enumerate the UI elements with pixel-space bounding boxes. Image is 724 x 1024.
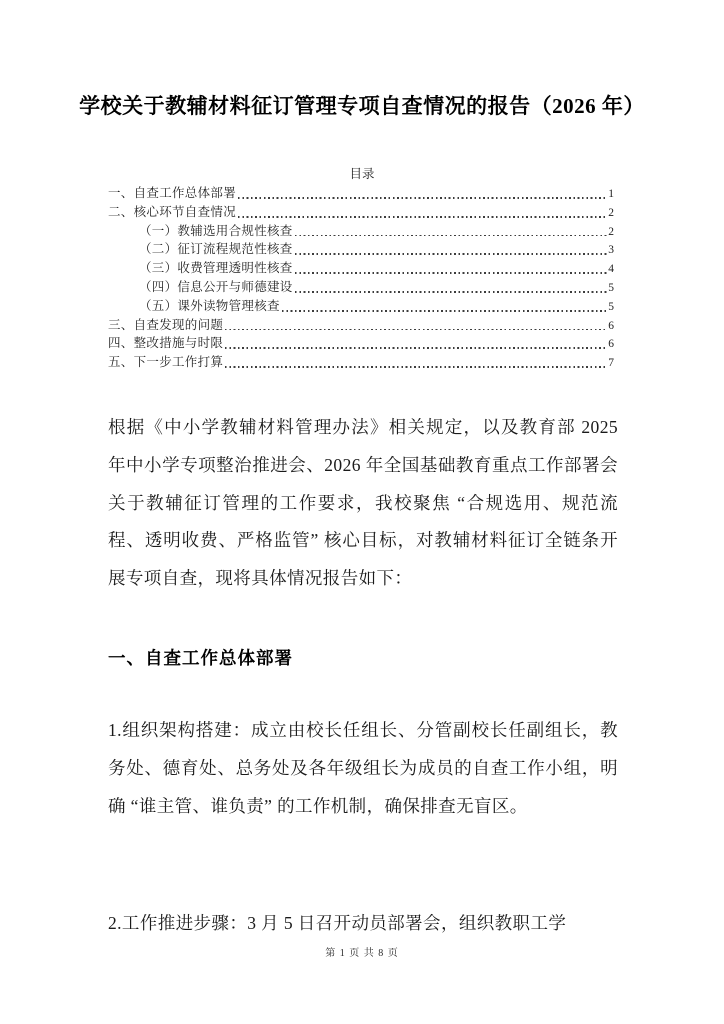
toc-entry[interactable]: [108, 259, 614, 278]
toc-entry-page: 1: [608, 188, 614, 200]
section-1-heading: 一、自查工作总体部署: [108, 648, 293, 668]
toc-entry[interactable]: [108, 334, 614, 353]
toc-entry-label: 五、下一步工作打算: [108, 355, 224, 370]
toc-entry[interactable]: [108, 353, 614, 372]
toc-entry[interactable]: [108, 240, 614, 259]
toc-entry[interactable]: [108, 203, 614, 222]
toc-entry-page: 2: [608, 225, 614, 238]
toc-entry-label: （二）征订流程规范性核查: [139, 242, 293, 257]
page-footer: 第 1 页 共 8 页: [325, 948, 399, 959]
toc-heading: 目录: [349, 167, 375, 181]
toc-entry-label: （三）收费管理透明性核查: [139, 261, 293, 276]
toc-entry[interactable]: [108, 316, 614, 335]
toc-dot-leader: [282, 310, 607, 312]
toc-entry-page: 5: [608, 300, 614, 313]
toc-entry-page: 4: [608, 263, 614, 276]
toc-dot-leader: [225, 347, 607, 349]
toc-dot-leader: [295, 291, 608, 293]
toc-dot-leader: [295, 272, 608, 274]
toc-dot-leader: [295, 235, 608, 237]
toc-dot-leader: [295, 253, 608, 255]
body-paragraph-1: 1.组织架构搭建：成立由校长任组长、分管副校长任副组长，教务处、德育处、总务处及各年级组长为成员的自查工作小组，明确 “谁主管、谁负责” 的工作机制，确保排查无盲区。: [108, 720, 618, 816]
toc-dot-leader: [225, 366, 607, 368]
toc-entry-label: 三、自查发现的问题: [108, 317, 224, 332]
toc-entry-page: 6: [608, 319, 614, 332]
toc-entry-label: （五）课外读物管理核查: [139, 298, 280, 313]
toc-entry-page: 3: [608, 244, 614, 257]
document-title: 学校关于教辅材料征订管理专项自查情况的报告（2026 年）: [79, 94, 645, 118]
toc-entry-label: （四）信息公开与师德建设: [139, 279, 293, 294]
toc-dot-leader: [238, 197, 607, 199]
toc-entry-label: 一、自查工作总体部署: [108, 186, 237, 200]
toc-entry[interactable]: [108, 222, 614, 241]
toc-entry-page: 6: [608, 338, 614, 351]
toc-entry[interactable]: [108, 184, 614, 203]
toc-entry-label: （一）教辅选用合规性核查: [139, 223, 293, 238]
table-of-contents: [108, 184, 614, 372]
intro-paragraph: 根据《中小学教辅材料管理办法》相关规定，以及教育部 2025 年中小学专项整治推进会、2026 年全国基础教育重点工作部署会关于教辅征订管理的工作要求，我校聚焦 “合规选用、规范流程、透明收费、严格监管” 核心目标，对教辅材料征订全链条开展专项自查，现将具体情况报告如下：: [108, 417, 618, 589]
toc-entry[interactable]: [108, 297, 614, 316]
body-paragraph-2: 2.工作推进步骤：3 月 5 日召开动员部署会，组织教职工学: [108, 913, 567, 933]
toc-entry-page: 2: [608, 206, 614, 219]
toc-entry[interactable]: [108, 278, 614, 297]
toc-dot-leader: [225, 329, 607, 331]
toc-entry-label: 二、核心环节自查情况: [108, 204, 237, 219]
toc-entry-page: 7: [608, 357, 614, 370]
toc-dot-leader: [238, 216, 607, 218]
toc-entry-label: 四、整改措施与时限: [108, 336, 224, 351]
toc-entry-page: 5: [608, 281, 614, 294]
